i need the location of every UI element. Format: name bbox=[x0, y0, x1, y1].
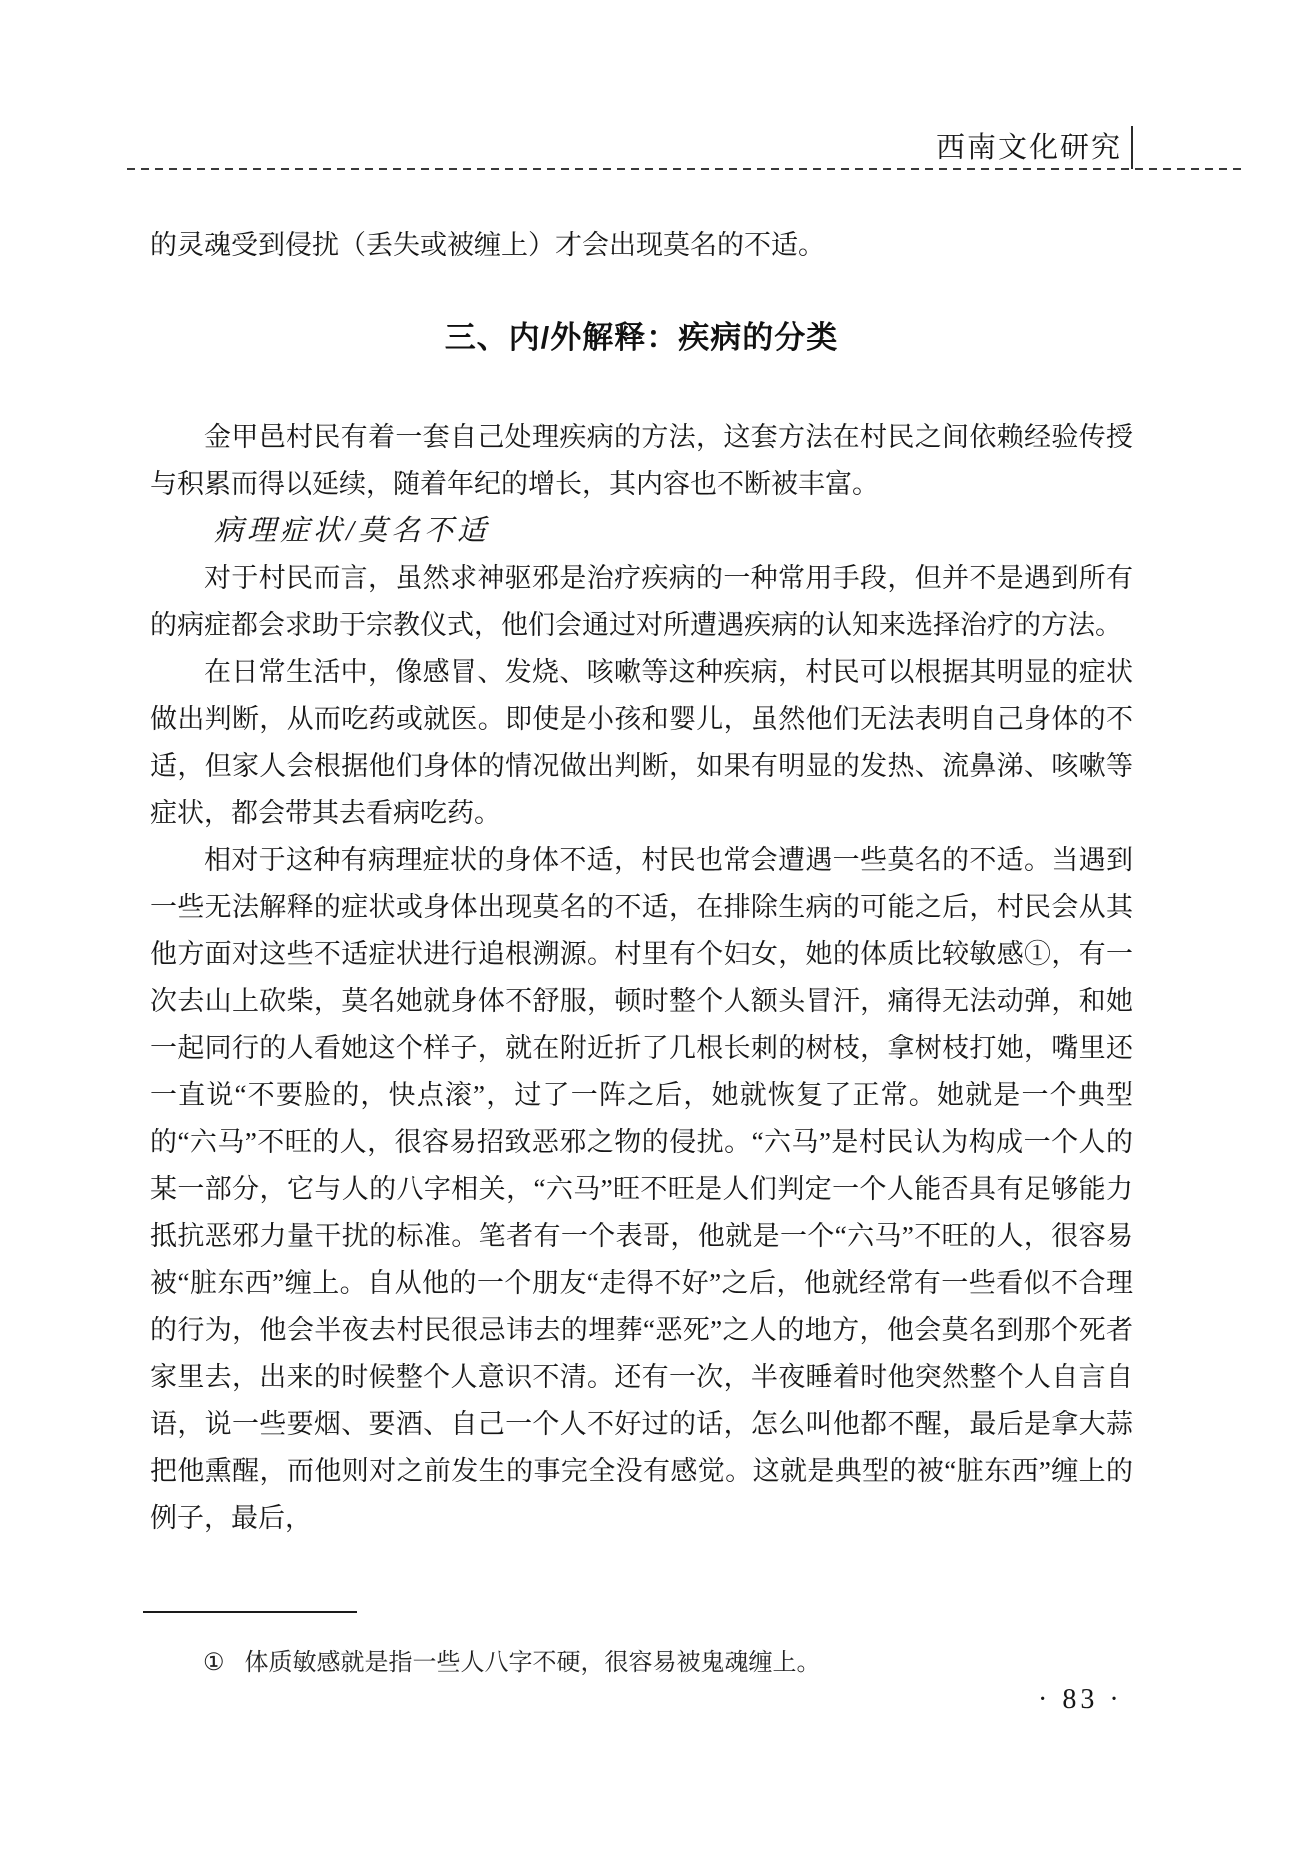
page-number: · 83 · bbox=[1038, 1684, 1123, 1715]
header-dashed-rule bbox=[127, 168, 1243, 170]
paragraph: 相对于这种有病理症状的身体不适，村民也常会遭遇一些莫名的不适。当遇到一些无法解释的症状或身体出现莫名的不适，在排除生病的可能之后，村民会从其他方面对这些不适症状进行追根溯源。村里有个妇女，她的体质比较敏感①，有一次去山上砍柴，莫名她就身体不舒服，顿时整个人额头冒汗，痛得无法动弹，和她一起同行的人看她这个样子，就在附近折了几根长刺的树枝，拿树枝打她，嘴里还一直说“不要脸的，快点滚”，过了一阵之后，她就恢复了正常。她就是一个典型的“六马”不旺的人，很容易招致恶邪之物的侵扰。“六马”是村民认为构成一个人的某一部分，它与人的八字相关，“六马”旺不旺是人们判定一个人能否具有足够能力抵抗恶邪力量干扰的标准。笔者有一个表哥，他就是一个“六马”不旺的人，很容易被“脏东西”缠上。自从他的一个朋友“走得不好”之后，他就经常有一些看似不合理的行为，他会半夜去村民很忌讳去的埋葬“恶死”之人的地方，他会莫名到那个死者家里去，出来的时候整个人意识不清。还有一次，半夜睡着时他突然整个人自言自语，说一些要烟、要酒、自己一个人不好过的话，怎么叫他都不醒，最后是拿大蒜把他熏醒，而他则对之前发生的事完全没有感觉。这就是典型的被“脏东西”缠上的例子，最后， bbox=[150, 845, 1133, 1533]
paragraph: 金甲邑村民有着一套自己处理疾病的方法，这套方法在村民之间依赖经验传授与积累而得以延续，随着年纪的增长，其内容也不断被丰富。 bbox=[150, 422, 1133, 499]
footnote-separator bbox=[143, 1611, 357, 1613]
article-body bbox=[150, 222, 1133, 1542]
subsection-heading: 病理症状/莫名不适 bbox=[214, 515, 491, 547]
section-heading: 三、内/外解释：疾病的分类 bbox=[444, 320, 839, 355]
footnote-text: 体质敏感就是指一些人八字不硬，很容易被鬼魂缠上。 bbox=[244, 1650, 821, 1676]
paragraph: 在日常生活中，像感冒、发烧、咳嗽等这种疾病，村民可以根据其明显的症状做出判断，从而吃药或就医。即使是小孩和婴儿，虽然他们无法表明自己身体的不适，但家人会根据他们身体的情况做出判断，如果有明显的发热、流鼻涕、咳嗽等症状，都会带其去看病吃药。 bbox=[150, 657, 1133, 828]
footnote-marker: ① bbox=[203, 1650, 225, 1676]
paragraph-continuation: 的灵魂受到侵扰（丢失或被缠上）才会出现莫名的不适。 bbox=[150, 230, 825, 260]
page-header bbox=[150, 126, 1133, 169]
paragraph: 对于村民而言，虽然求神驱邪是治疗疾病的一种常用手段，但并不是遇到所有的病症都会求助于宗教仪式，他们会通过对所遭遇疾病的认知来选择治疗的方法。 bbox=[150, 563, 1133, 640]
journal-title: 西南文化研究 bbox=[935, 131, 1122, 164]
header-vertical-rule bbox=[1131, 126, 1133, 169]
footnote bbox=[203, 1646, 1123, 1680]
